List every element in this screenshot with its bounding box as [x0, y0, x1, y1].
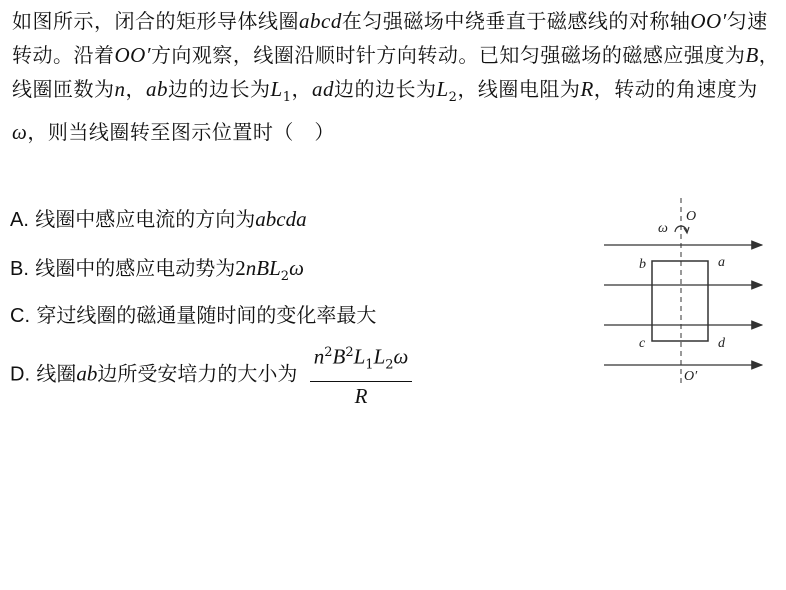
option-c[interactable]: C. 穿过线圈的磁通量随时间的变化率最大 [10, 303, 377, 327]
axis-label-bottom: O′ [684, 369, 698, 384]
vertex-d: d [718, 336, 725, 351]
option-a[interactable]: A. 线圈中感应电流的方向为abcda [10, 207, 307, 231]
omega-label: ω [658, 221, 668, 236]
vertex-c: c [639, 336, 646, 351]
option-d[interactable]: D. 线圈ab边所受安培力的大小为 $\frac{n^2B^2L_1L_2\omega}{R}$ [10, 340, 412, 410]
question-stem: 如图所示，闭合的矩形导体线圈abcd在匀强磁场中绕垂直于磁感线的对称轴OO′匀速转动。沿着OO′方向观察，线圈沿顺时针方向转动。已知匀强磁场的磁感应强度为B，线圈匝数为n，ab边的边长为$L_1$，ad边的边长为$L_2$，线圈电阻为R，转动的角速度为ω，则当线圈转至图示位置时（ ） [12, 9, 780, 144]
coil-rectangle [652, 261, 708, 341]
axis-label-top: O [686, 209, 697, 224]
coil-figure [596, 188, 772, 390]
option-b[interactable]: B. 线圈中的感应电动势为2nBL$_2$ω [10, 256, 304, 284]
vertex-b: b [639, 257, 646, 272]
force-fraction: $\frac{n^2B^2L_1L_2\omega}{R}$ [310, 340, 413, 410]
vertex-a: a [718, 255, 725, 270]
